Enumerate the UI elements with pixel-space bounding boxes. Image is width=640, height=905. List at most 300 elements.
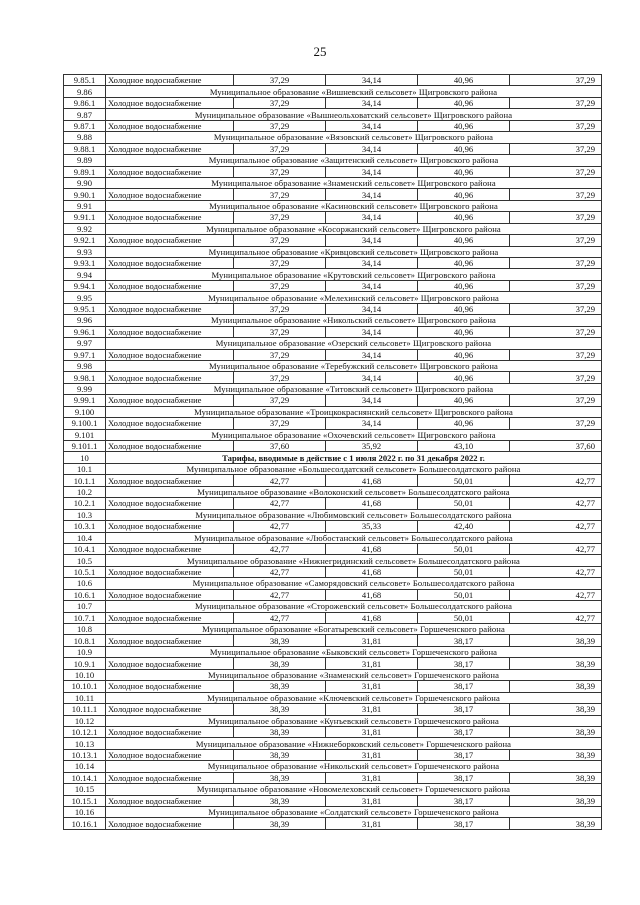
municipality-row [64, 338, 602, 349]
tariff-value-3: 40,96 [418, 303, 510, 314]
row-code: 9.91 [64, 200, 106, 211]
row-code: 10.10 [64, 669, 106, 680]
municipality-name: Муниципальное образование «Охочевский сельсовет» Щигровского района [106, 429, 602, 440]
municipality-row [64, 486, 602, 497]
tariff-value-2: 41,68 [326, 589, 418, 600]
tariff-value-4: 37,29 [510, 75, 602, 86]
tariff-value-4: 38,39 [510, 749, 602, 760]
row-code: 9.91.1 [64, 212, 106, 223]
row-code: 9.86.1 [64, 97, 106, 108]
tariff-value-1: 38,39 [234, 726, 326, 737]
municipality-row [64, 646, 602, 657]
municipality-name: Муниципальное образование «Мелехинский сельсовет» Щигровского района [106, 292, 602, 303]
tariff-value-4: 38,39 [510, 772, 602, 783]
tariff-value-4: 42,77 [510, 543, 602, 554]
tariff-value-3: 40,96 [418, 75, 510, 86]
tariff-row [64, 749, 602, 760]
tariff-row [64, 498, 602, 509]
tariff-value-2: 34,14 [326, 212, 418, 223]
tariff-row [64, 772, 602, 783]
municipality-name: Муниципальное образование «Теребужский сельсовет» Щигровского района [106, 360, 602, 371]
tariff-value-1: 37,29 [234, 372, 326, 383]
municipality-row [64, 669, 602, 680]
service-name: Холодное водоснабжение [106, 326, 234, 337]
row-code: 9.101 [64, 429, 106, 440]
tariff-row [64, 475, 602, 486]
tariff-value-2: 31,81 [326, 795, 418, 806]
municipality-row [64, 315, 602, 326]
service-name: Холодное водоснабжение [106, 772, 234, 783]
tariff-value-4: 37,29 [510, 166, 602, 177]
row-code: 10.6.1 [64, 589, 106, 600]
municipality-name: Муниципальное образование «Солдатский сельсовет» Горшеченского района [106, 807, 602, 818]
tariff-value-2: 34,14 [326, 75, 418, 86]
tariff-value-1: 37,29 [234, 189, 326, 200]
tariff-row [64, 280, 602, 291]
tariff-row [64, 212, 602, 223]
tariff-value-4: 37,29 [510, 143, 602, 154]
tariff-value-3: 50,01 [418, 543, 510, 554]
tariff-value-1: 37,29 [234, 280, 326, 291]
tariff-row [64, 326, 602, 337]
tariff-value-3: 50,01 [418, 498, 510, 509]
service-name: Холодное водоснабжение [106, 189, 234, 200]
section-title: Тарифы, вводимые в действие с 1 июля 2022 г. по 31 декабря 2022 г. [106, 452, 602, 463]
tariff-value-2: 41,68 [326, 498, 418, 509]
municipality-name: Муниципальное образование «Титовский сельсовет» Щигровского района [106, 383, 602, 394]
tariff-row [64, 589, 602, 600]
municipality-row [64, 406, 602, 417]
tariff-value-3: 40,96 [418, 120, 510, 131]
tariff-row [64, 635, 602, 646]
tariff-value-4: 38,39 [510, 681, 602, 692]
tariff-value-2: 31,81 [326, 749, 418, 760]
row-code: 9.95 [64, 292, 106, 303]
row-code: 10.14 [64, 761, 106, 772]
tariff-value-1: 38,39 [234, 818, 326, 829]
row-code: 10.2.1 [64, 498, 106, 509]
tariff-value-1: 37,29 [234, 143, 326, 154]
row-code: 10.7 [64, 601, 106, 612]
municipality-name: Муниципальное образование «Новомелеховский сельсовет» Горшеченского района [106, 784, 602, 795]
service-name: Холодное водоснабжение [106, 749, 234, 760]
tariff-value-1: 37,29 [234, 97, 326, 108]
tariff-value-1: 42,77 [234, 521, 326, 532]
tariff-value-1: 38,39 [234, 658, 326, 669]
tariff-value-4: 37,29 [510, 395, 602, 406]
tariff-value-4: 38,39 [510, 795, 602, 806]
service-name: Холодное водоснабжение [106, 589, 234, 600]
row-code: 10.9 [64, 646, 106, 657]
municipality-row [64, 807, 602, 818]
service-name: Холодное водоснабжение [106, 143, 234, 154]
tariff-value-1: 37,29 [234, 120, 326, 131]
row-code: 9.93 [64, 246, 106, 257]
tariff-row [64, 189, 602, 200]
row-code: 10.14.1 [64, 772, 106, 783]
service-name: Холодное водоснабжение [106, 521, 234, 532]
tariff-row [64, 120, 602, 131]
municipality-row [64, 578, 602, 589]
municipality-row [64, 200, 602, 211]
tariff-value-3: 43,10 [418, 441, 510, 452]
tariff-value-2: 31,81 [326, 681, 418, 692]
service-name: Холодное водоснабжение [106, 120, 234, 131]
tariff-value-3: 50,01 [418, 612, 510, 623]
tariff-value-4: 37,29 [510, 303, 602, 314]
tariff-value-3: 40,96 [418, 280, 510, 291]
row-code: 9.98.1 [64, 372, 106, 383]
municipality-name: Муниципальное образование «Вышнеольховатский сельсовет» Щигровского района [106, 109, 602, 120]
tariff-row [64, 418, 602, 429]
tariff-value-3: 40,96 [418, 372, 510, 383]
row-code: 10.5.1 [64, 566, 106, 577]
municipality-row [64, 223, 602, 234]
tariff-value-3: 38,17 [418, 795, 510, 806]
row-code: 10.15 [64, 784, 106, 795]
row-code: 9.92.1 [64, 235, 106, 246]
tariff-table [63, 74, 602, 830]
municipality-name: Муниципальное образование «Вязовский сельсовет» Щигровского района [106, 132, 602, 143]
tariff-value-1: 37,60 [234, 441, 326, 452]
service-name: Холодное водоснабжение [106, 681, 234, 692]
service-name: Холодное водоснабжение [106, 566, 234, 577]
tariff-row [64, 566, 602, 577]
tariff-value-3: 50,01 [418, 589, 510, 600]
row-code: 10.16.1 [64, 818, 106, 829]
row-code: 9.96.1 [64, 326, 106, 337]
service-name: Холодное водоснабжение [106, 726, 234, 737]
tariff-value-4: 37,29 [510, 280, 602, 291]
tariff-value-4: 42,77 [510, 612, 602, 623]
municipality-name: Муниципальное образование «Волоконский сельсовет» Большесолдатского района [106, 486, 602, 497]
tariff-row [64, 818, 602, 829]
municipality-name: Муниципальное образование «Никольский сельсовет» Горшеченского района [106, 761, 602, 772]
tariff-row [64, 75, 602, 86]
tariff-value-2: 34,14 [326, 326, 418, 337]
tariff-value-1: 37,29 [234, 258, 326, 269]
tariff-value-1: 37,29 [234, 212, 326, 223]
row-code: 10.8 [64, 624, 106, 635]
tariff-value-4: 38,39 [510, 704, 602, 715]
tariff-value-3: 40,96 [418, 326, 510, 337]
tariff-row [64, 521, 602, 532]
municipality-row [64, 155, 602, 166]
row-code: 9.96 [64, 315, 106, 326]
tariff-value-2: 31,81 [326, 772, 418, 783]
row-code: 9.92 [64, 223, 106, 234]
tariff-value-2: 34,14 [326, 349, 418, 360]
row-code: 9.98 [64, 360, 106, 371]
municipality-row [64, 360, 602, 371]
tariff-value-2: 34,14 [326, 189, 418, 200]
municipality-name: Муниципальное образование «Защитенский сельсовет» Щигровского района [106, 155, 602, 166]
municipality-name: Муниципальное образование «Любимовский сельсовет» Большесолдатского района [106, 509, 602, 520]
municipality-name: Муниципальное образование «Знаменский сельсовет» Щигровского района [106, 177, 602, 188]
tariff-value-1: 42,77 [234, 543, 326, 554]
tariff-value-2: 41,68 [326, 543, 418, 554]
tariff-row [64, 658, 602, 669]
service-name: Холодное водоснабжение [106, 498, 234, 509]
municipality-name: Муниципальное образование «Крутовский сельсовет» Щигровского района [106, 269, 602, 280]
municipality-name: Муниципальное образование «Богатыревский сельсовет» Горшеченского района [106, 624, 602, 635]
tariff-value-3: 40,96 [418, 212, 510, 223]
tariff-value-2: 34,14 [326, 97, 418, 108]
tariff-row [64, 395, 602, 406]
tariff-value-1: 38,39 [234, 772, 326, 783]
row-code: 10 [64, 452, 106, 463]
tariff-value-3: 50,01 [418, 566, 510, 577]
tariff-value-4: 37,29 [510, 372, 602, 383]
row-code: 10.4.1 [64, 543, 106, 554]
tariff-value-3: 38,17 [418, 818, 510, 829]
tariff-value-2: 41,68 [326, 612, 418, 623]
row-code: 9.97.1 [64, 349, 106, 360]
row-code: 9.87.1 [64, 120, 106, 131]
row-code: 10.5 [64, 555, 106, 566]
row-code: 9.88.1 [64, 143, 106, 154]
tariff-value-4: 37,29 [510, 235, 602, 246]
row-code: 10.13 [64, 738, 106, 749]
row-code: 10.1.1 [64, 475, 106, 486]
tariff-value-2: 31,81 [326, 818, 418, 829]
tariff-value-4: 42,77 [510, 589, 602, 600]
service-name: Холодное водоснабжение [106, 349, 234, 360]
tariff-value-1: 37,29 [234, 349, 326, 360]
tariff-value-2: 34,14 [326, 235, 418, 246]
tariff-value-2: 41,68 [326, 566, 418, 577]
row-code: 10.11.1 [64, 704, 106, 715]
tariff-value-3: 40,96 [418, 258, 510, 269]
tariff-value-3: 38,17 [418, 681, 510, 692]
row-code: 9.99 [64, 383, 106, 394]
municipality-row [64, 761, 602, 772]
municipality-name: Муниципальное образование «Знаменский сельсовет» Горшеченского района [106, 669, 602, 680]
tariff-value-2: 35,33 [326, 521, 418, 532]
tariff-value-4: 42,77 [510, 498, 602, 509]
tariff-value-2: 34,14 [326, 372, 418, 383]
row-code: 9.90 [64, 177, 106, 188]
service-name: Холодное водоснабжение [106, 258, 234, 269]
tariff-value-1: 37,29 [234, 395, 326, 406]
tariff-value-2: 34,14 [326, 166, 418, 177]
row-code: 9.89.1 [64, 166, 106, 177]
tariff-row [64, 726, 602, 737]
service-name: Холодное водоснабжение [106, 166, 234, 177]
tariff-value-3: 40,96 [418, 418, 510, 429]
municipality-row [64, 715, 602, 726]
tariff-value-1: 38,39 [234, 749, 326, 760]
municipality-name: Муниципальное образование «Озерский сельсовет» Щигровского района [106, 338, 602, 349]
row-code: 9.99.1 [64, 395, 106, 406]
service-name: Холодное водоснабжение [106, 303, 234, 314]
municipality-row [64, 555, 602, 566]
row-code: 9.100 [64, 406, 106, 417]
service-name: Холодное водоснабжение [106, 97, 234, 108]
municipality-name: Муниципальное образование «Любостанский сельсовет» Большесолдатского района [106, 532, 602, 543]
tariff-value-4: 37,29 [510, 418, 602, 429]
municipality-name: Муниципальное образование «Саморядовский сельсовет» Большесолдатского района [106, 578, 602, 589]
service-name: Холодное водоснабжение [106, 635, 234, 646]
municipality-name: Муниципальное образование «Кунъевский сельсовет» Горшеченского района [106, 715, 602, 726]
service-name: Холодное водоснабжение [106, 212, 234, 223]
page-number: 25 [313, 44, 327, 59]
row-code: 9.93.1 [64, 258, 106, 269]
row-code: 10.1 [64, 463, 106, 474]
municipality-row [64, 784, 602, 795]
tariff-value-1: 38,39 [234, 795, 326, 806]
municipality-row [64, 463, 602, 474]
tariff-value-4: 37,29 [510, 326, 602, 337]
row-code: 9.97 [64, 338, 106, 349]
municipality-row [64, 177, 602, 188]
service-name: Холодное водоснабжение [106, 704, 234, 715]
service-name: Холодное водоснабжение [106, 543, 234, 554]
row-code: 9.95.1 [64, 303, 106, 314]
tariff-row [64, 303, 602, 314]
tariff-row [64, 704, 602, 715]
service-name: Холодное водоснабжение [106, 475, 234, 486]
row-code: 10.3 [64, 509, 106, 520]
tariff-value-2: 34,14 [326, 120, 418, 131]
row-code: 10.2 [64, 486, 106, 497]
municipality-name: Муниципальное образование «Нижнеборковский сельсовет» Горшеченского района [106, 738, 602, 749]
tariff-value-4: 38,39 [510, 658, 602, 669]
municipality-name: Муниципальное образование «Троицкокраснянский сельсовет» Щигровского района [106, 406, 602, 417]
tariff-value-4: 38,39 [510, 635, 602, 646]
municipality-row [64, 532, 602, 543]
tariff-row [64, 143, 602, 154]
tariff-value-2: 41,68 [326, 475, 418, 486]
tariff-row [64, 681, 602, 692]
tariff-value-3: 50,01 [418, 475, 510, 486]
row-code: 10.10.1 [64, 681, 106, 692]
tariff-value-1: 37,29 [234, 326, 326, 337]
tariff-value-3: 40,96 [418, 97, 510, 108]
row-code: 9.85.1 [64, 75, 106, 86]
tariff-value-1: 42,77 [234, 566, 326, 577]
tariff-value-3: 42,40 [418, 521, 510, 532]
tariff-value-2: 34,14 [326, 143, 418, 154]
municipality-name: Муниципальное образование «Касиновский сельсовет» Щигровского района [106, 200, 602, 211]
row-code: 10.15.1 [64, 795, 106, 806]
row-code: 10.13.1 [64, 749, 106, 760]
tariff-row [64, 97, 602, 108]
municipality-name: Муниципальное образование «Сторожевский сельсовет» Большесолдатского района [106, 601, 602, 612]
row-code: 9.89 [64, 155, 106, 166]
service-name: Холодное водоснабжение [106, 280, 234, 291]
tariff-table-body [64, 75, 602, 830]
tariff-row [64, 166, 602, 177]
municipality-row [64, 292, 602, 303]
tariff-value-3: 40,96 [418, 189, 510, 200]
tariff-value-3: 38,17 [418, 635, 510, 646]
tariff-value-4: 42,77 [510, 521, 602, 532]
tariff-value-4: 42,77 [510, 566, 602, 577]
tariff-value-1: 38,39 [234, 704, 326, 715]
row-code: 10.6 [64, 578, 106, 589]
tariff-value-1: 37,29 [234, 166, 326, 177]
service-name: Холодное водоснабжение [106, 441, 234, 452]
tariff-value-2: 31,81 [326, 658, 418, 669]
municipality-name: Муниципальное образование «Быковский сельсовет» Горшеченского района [106, 646, 602, 657]
municipality-name: Муниципальное образование «Косоржанский сельсовет» Щигровского района [106, 223, 602, 234]
service-name: Холодное водоснабжение [106, 658, 234, 669]
tariff-value-2: 34,14 [326, 258, 418, 269]
tariff-value-3: 40,96 [418, 166, 510, 177]
tariff-value-4: 37,29 [510, 189, 602, 200]
service-name: Холодное водоснабжение [106, 795, 234, 806]
tariff-value-2: 34,14 [326, 280, 418, 291]
tariff-value-2: 31,81 [326, 635, 418, 646]
row-code: 9.88 [64, 132, 106, 143]
tariff-value-3: 38,17 [418, 772, 510, 783]
tariff-value-1: 37,29 [234, 75, 326, 86]
service-name: Холодное водоснабжение [106, 235, 234, 246]
tariff-value-2: 31,81 [326, 726, 418, 737]
tariff-value-4: 37,29 [510, 258, 602, 269]
municipality-name: Муниципальное образование «Ключевский сельсовет» Горшеченского района [106, 692, 602, 703]
municipality-row [64, 509, 602, 520]
row-code: 10.11 [64, 692, 106, 703]
tariff-row [64, 795, 602, 806]
tariff-value-3: 40,96 [418, 349, 510, 360]
tariff-value-2: 34,14 [326, 303, 418, 314]
tariff-value-1: 42,77 [234, 612, 326, 623]
tariff-value-3: 38,17 [418, 704, 510, 715]
row-code: 10.3.1 [64, 521, 106, 532]
tariff-value-1: 42,77 [234, 589, 326, 600]
tariff-value-1: 37,29 [234, 303, 326, 314]
section-header-row [64, 452, 602, 463]
tariff-value-2: 34,14 [326, 395, 418, 406]
tariff-value-2: 35,92 [326, 441, 418, 452]
tariff-value-4: 38,39 [510, 818, 602, 829]
tariff-value-2: 34,14 [326, 418, 418, 429]
municipality-row [64, 429, 602, 440]
service-name: Холодное водоснабжение [106, 395, 234, 406]
row-code: 9.101.1 [64, 441, 106, 452]
municipality-row [64, 269, 602, 280]
tariff-row [64, 612, 602, 623]
row-code: 9.90.1 [64, 189, 106, 200]
service-name: Холодное водоснабжение [106, 818, 234, 829]
tariff-value-1: 38,39 [234, 635, 326, 646]
municipality-row [64, 601, 602, 612]
row-code: 10.7.1 [64, 612, 106, 623]
tariff-value-2: 31,81 [326, 704, 418, 715]
service-name: Холодное водоснабжение [106, 75, 234, 86]
row-code: 10.9.1 [64, 658, 106, 669]
service-name: Холодное водоснабжение [106, 372, 234, 383]
tariff-value-1: 42,77 [234, 498, 326, 509]
row-code: 9.86 [64, 86, 106, 97]
municipality-name: Муниципальное образование «Нижнегридинский сельсовет» Большесолдатского района [106, 555, 602, 566]
municipality-row [64, 738, 602, 749]
row-code: 9.94.1 [64, 280, 106, 291]
tariff-value-1: 38,39 [234, 681, 326, 692]
row-code: 10.12 [64, 715, 106, 726]
row-code: 9.87 [64, 109, 106, 120]
tariff-row [64, 235, 602, 246]
tariff-value-4: 42,77 [510, 475, 602, 486]
tariff-value-4: 38,39 [510, 726, 602, 737]
tariff-value-4: 37,29 [510, 212, 602, 223]
municipality-row [64, 692, 602, 703]
tariff-row [64, 258, 602, 269]
tariff-row [64, 372, 602, 383]
tariff-value-4: 37,29 [510, 120, 602, 131]
